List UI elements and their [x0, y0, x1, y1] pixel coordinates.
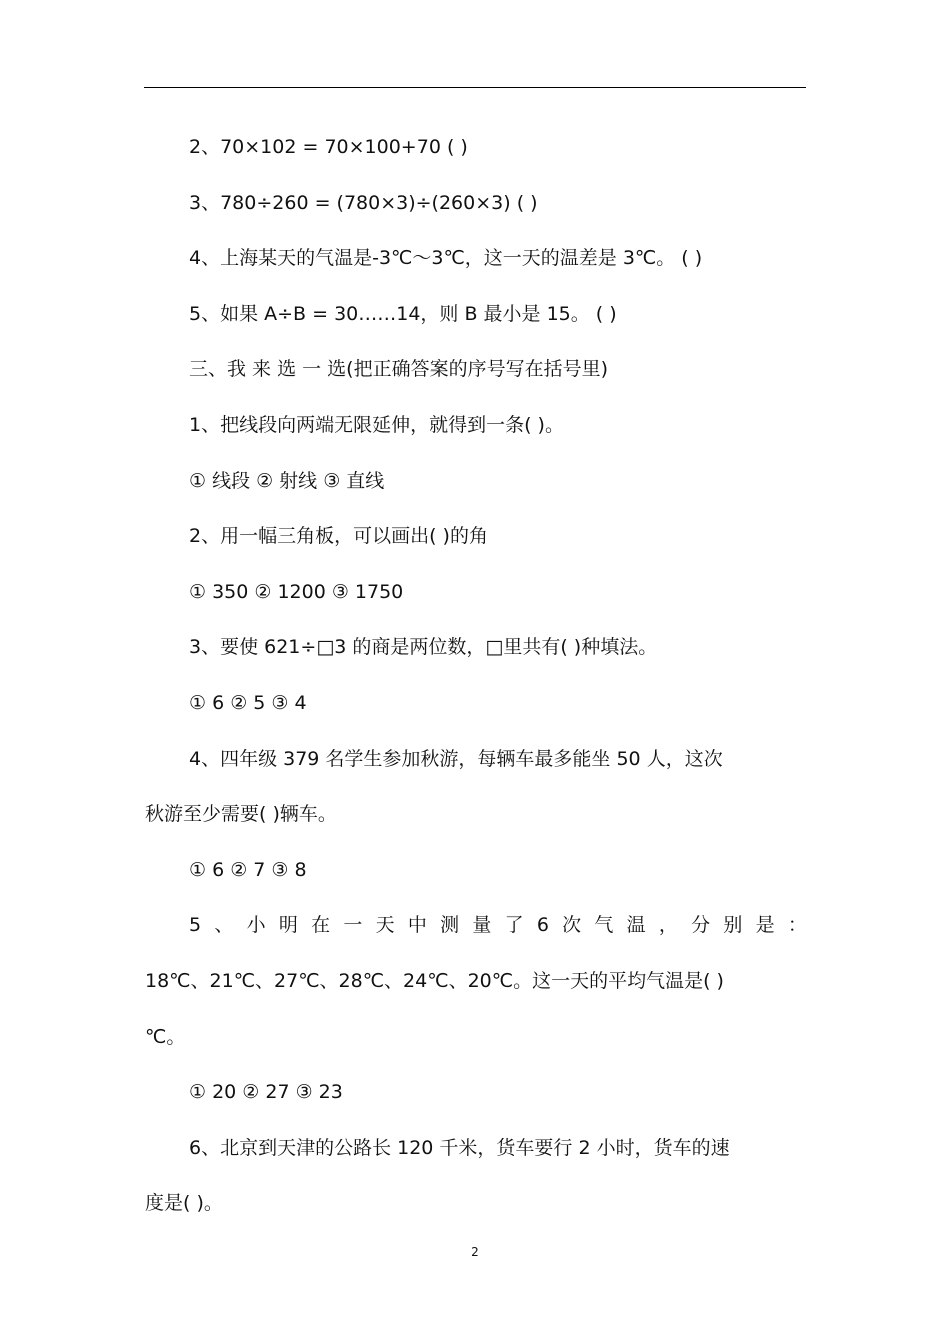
spread-char: 一 — [343, 914, 363, 937]
spread-char: 中 — [407, 914, 427, 937]
question-line: 3、要使 621÷□3 的商是两位数，□里共有( )种填法。 — [189, 636, 658, 659]
question-line-continued: ℃。 — [145, 1025, 186, 1048]
spread-char: 在 — [311, 914, 331, 937]
question-line-spread — [145, 898, 807, 954]
question-line: 1、把线段向两端无限延伸，就得到一条( )。 — [189, 413, 564, 436]
spread-char: 6 — [536, 914, 549, 937]
answer-options: ① 20 ② 27 ③ 23 — [189, 1081, 343, 1104]
section-heading: 三、我 来 选 一 选(把正确答案的序号写在括号里) — [189, 358, 608, 381]
spread-char: 次 — [562, 914, 582, 937]
spread-char: 明 — [278, 914, 298, 937]
answer-options: ① 线段 ② 射线 ③ 直线 — [189, 469, 385, 492]
question-line-continued: 18℃、21℃、27℃、28℃、24℃、20℃。这一天的平均气温是( ) — [145, 969, 724, 992]
spread-char: 了 — [504, 914, 524, 937]
spread-char: 量 — [472, 914, 492, 937]
page-number: 2 — [471, 1245, 479, 1259]
answer-options: ① 6 ② 5 ③ 4 — [189, 691, 307, 714]
spread-char: 天 — [375, 914, 395, 937]
spread-char: 温 — [626, 914, 646, 937]
document-body — [145, 120, 807, 1232]
question-line: 5、如果 A÷B = 30……14，则 B 最小是 15。 ( ) — [189, 302, 617, 325]
spread-char: 测 — [440, 914, 460, 937]
question-line: 4、四年级 379 名学生参加秋游，每辆车最多能坐 50 人，这次 — [189, 747, 723, 770]
spread-char: ， — [658, 914, 678, 937]
spread-char: 5 — [189, 914, 202, 937]
spread-char: 气 — [594, 914, 614, 937]
question-line: 2、用一幅三角板，可以画出( )的角 — [189, 525, 488, 548]
spread-char: 分 — [691, 914, 711, 937]
spread-char: 是 — [755, 914, 775, 937]
answer-options: ① 6 ② 7 ③ 8 — [189, 858, 307, 881]
header-rule — [144, 87, 806, 88]
spread-char: 别 — [723, 914, 743, 937]
question-line-continued: 度是( )。 — [145, 1192, 223, 1215]
answer-options: ① 350 ② 1200 ③ 1750 — [189, 580, 404, 603]
question-line: 2、70×102 = 70×100+70 ( ) — [189, 136, 468, 158]
spread-char: ： — [787, 914, 807, 937]
question-line-continued: 秋游至少需要( )辆车。 — [145, 803, 337, 826]
spread-char: 、 — [214, 914, 234, 937]
question-line: 4、上海某天的气温是-3℃～3℃，这一天的温差是 3℃。 ( ) — [189, 247, 703, 270]
question-line: 6、北京到天津的公路长 120 千米，货车要行 2 小时，货车的速 — [189, 1136, 730, 1159]
spread-char: 小 — [246, 914, 266, 937]
question-line: 3、780÷260 = (780×3)÷(260×3) ( ) — [189, 191, 538, 214]
